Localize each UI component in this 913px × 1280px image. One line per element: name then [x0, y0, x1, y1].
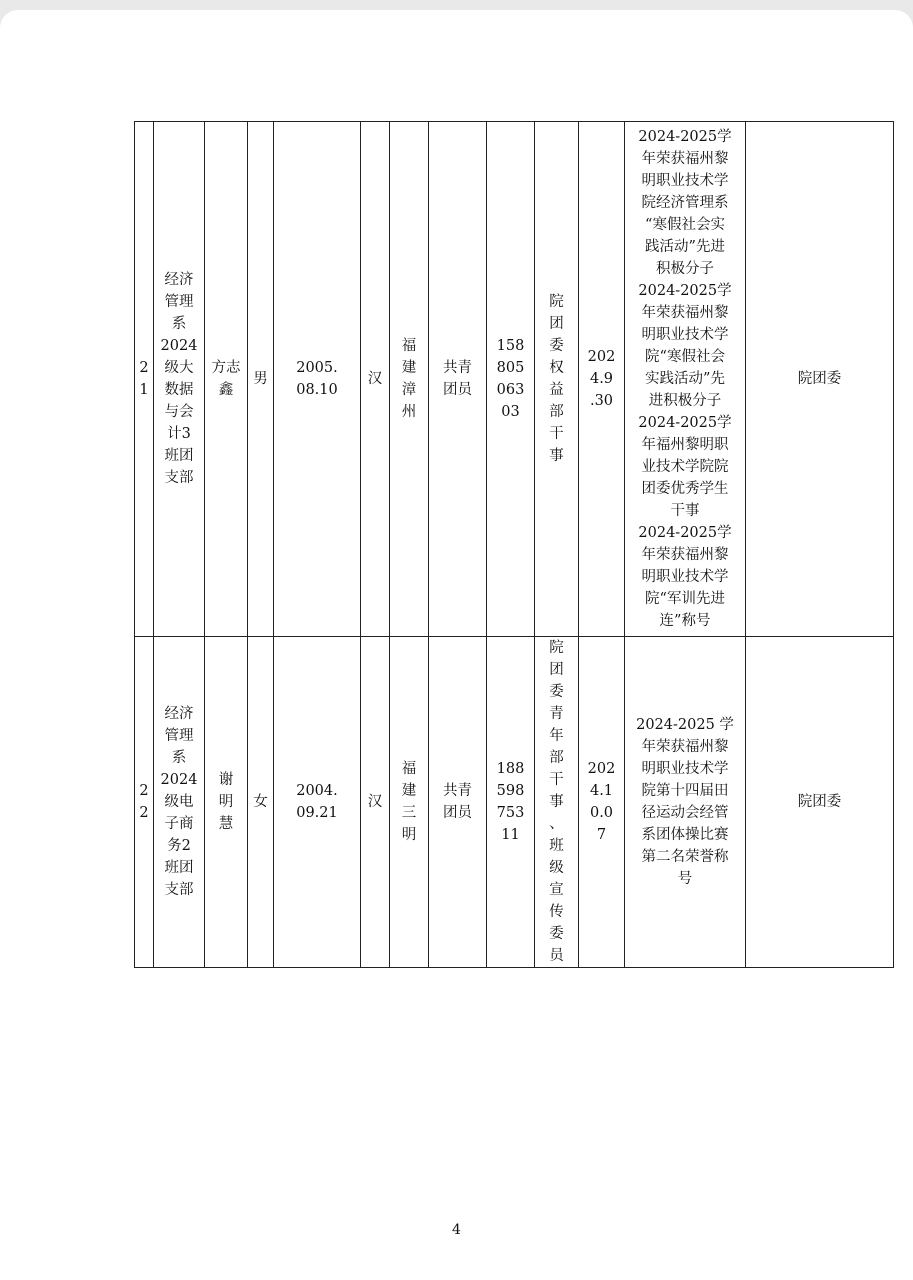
origin-cell: 福 建 漳 州 — [390, 122, 429, 637]
document-page — [0, 10, 913, 1280]
birth-date-cell: 2004. 09.21 — [274, 637, 361, 968]
table-row — [135, 122, 894, 637]
gender-cell: 女 — [248, 637, 274, 968]
honors-cell: 2024-2025 学 年荣获福州黎 明职业技术学 院第十四届田 径运动会经管 系团体操比赛 第二名荣誉称 号 — [625, 637, 746, 968]
ethnicity-cell: 汉 — [361, 637, 390, 968]
gender-cell: 男 — [248, 122, 274, 637]
member-registration-table — [134, 121, 894, 968]
birth-date-cell: 2005. 08.10 — [274, 122, 361, 637]
branch-cell: 经济 管理 系 2024 级电 子商 务2 班团 支部 — [154, 637, 205, 968]
join-date-cell: 202 4.9 .30 — [579, 122, 625, 637]
recommender-cell: 院团委 — [746, 637, 894, 968]
position-cell: 院 团 委 青 年 部 干 事 、 班 级 宣 传 委 员 — [535, 637, 579, 968]
origin-cell: 福 建 三 明 — [390, 637, 429, 968]
page-number: 4 — [452, 1222, 461, 1238]
political-status-cell: 共青 团员 — [429, 122, 487, 637]
political-status-cell: 共青 团员 — [429, 637, 487, 968]
table-row — [135, 637, 894, 968]
phone-cell: 188 598 753 11 — [487, 637, 535, 968]
join-date-cell: 202 4.1 0.0 7 — [579, 637, 625, 968]
branch-cell: 经济 管理 系 2024 级大 数据 与会 计3 班团 支部 — [154, 122, 205, 637]
position-cell: 院 团 委 权 益 部 干 事 — [535, 122, 579, 637]
row-number: 2 1 — [135, 122, 154, 637]
row-number: 2 2 — [135, 637, 154, 968]
honors-cell: 2024-2025学 年荣获福州黎 明职业技术学 院经济管理系 “寒假社会实 践活动”先进 积极分子 2024-2025学 年荣获福州黎 明职业技术学 院“寒假社会 实践活动”先 进积极分子 2024-2025学 年福州黎明职 业技术学院院 团委优秀学生 干事 2024-2025学 年荣获福州黎 明职业技术学 院“军训先进 连”称号 — [625, 122, 746, 637]
name-cell: 方志 鑫 — [205, 122, 248, 637]
phone-cell: 158 805 063 03 — [487, 122, 535, 637]
ethnicity-cell: 汉 — [361, 122, 390, 637]
name-cell: 谢 明 慧 — [205, 637, 248, 968]
recommender-cell: 院团委 — [746, 122, 894, 637]
